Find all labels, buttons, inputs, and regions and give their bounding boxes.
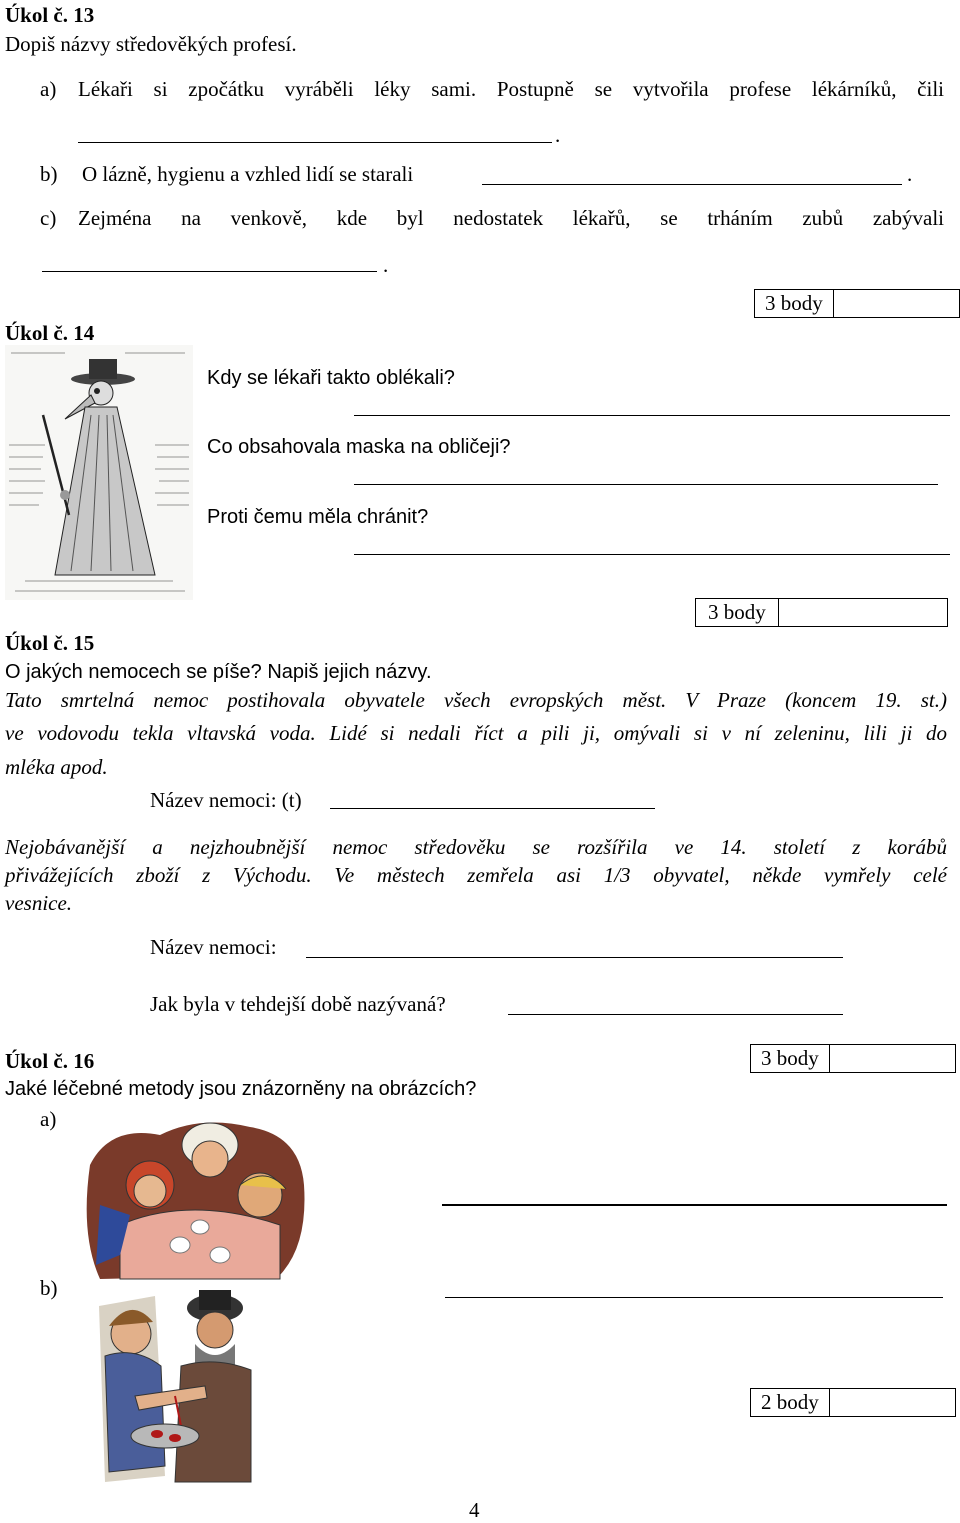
score-field-14[interactable] <box>779 599 947 626</box>
task15-instruction: O jakých nemocech se píše? Napiš jejich názvy. <box>5 661 432 683</box>
task13-a-text: Lékaři si zpočátku vyráběli léky sami. Postupně se vytvořila profese lékárníků, čili <box>78 77 944 101</box>
task13-b-text: O lázně, hygienu a vzhled lidí se starali <box>82 162 414 186</box>
disease2-label: Název nemoci: <box>150 935 277 959</box>
answer-line-13c[interactable] <box>42 271 377 272</box>
task15-para1-line1: Tato smrtelná nemoc postihovala obyvatele všech evropských měst. V Praze (koncem 19. st.) <box>5 688 947 712</box>
task16-label-a: a) <box>40 1107 57 1131</box>
task15-para2-line1: Nejobávanější a nejzhoubnější nemoc středověku se rozšířila ve 14. století z korábů <box>5 835 947 859</box>
answer-line-13b[interactable] <box>482 184 902 185</box>
task13-c-text: Zejména na venkově, kde byl nedostatek lékařů, se trháním zubů zabývali <box>78 206 944 230</box>
score-label-13: 3 body <box>755 290 834 317</box>
task13-instruction: Dopiš názvy středověkých profesí. <box>5 32 297 56</box>
answer-line-14-3[interactable] <box>354 554 950 555</box>
answer-line-13a[interactable] <box>78 142 552 143</box>
task13-b-prefix: b) <box>40 162 58 186</box>
score-field-13[interactable] <box>834 290 959 317</box>
task14-question-1: Kdy se lékaři takto oblékali? <box>207 367 455 389</box>
task15-para2-line3: vesnice. <box>5 891 73 915</box>
score-box-14 <box>695 598 948 627</box>
task13-b-end: . <box>907 162 913 186</box>
disease2-answer-line[interactable] <box>306 957 843 958</box>
score-label-15: 3 body <box>751 1045 830 1072</box>
task13-a-prefix: a) <box>40 77 57 101</box>
task14-question-2: Co obsahovala maska na obličeji? <box>207 436 511 458</box>
answer-line-16a[interactable] <box>442 1204 947 1206</box>
disease1-label: Název nemoci: (t) <box>150 788 302 812</box>
task15-para2-line2: přivážejících zboží z Východu. Ve městech zemřela asi 1/3 obyvatel, někde vymřely celé <box>5 863 947 887</box>
score-label-16: 2 body <box>751 1389 830 1416</box>
task14-question-3: Proti čemu měla chránit? <box>207 506 429 528</box>
task13-title: Úkol č. 13 <box>5 3 95 27</box>
score-field-15[interactable] <box>830 1045 955 1072</box>
score-box-16 <box>750 1388 956 1417</box>
task16-instruction: Jaké léčebné metody jsou znázorněny na obrázcích? <box>5 1078 477 1100</box>
task14-title: Úkol č. 14 <box>5 321 95 345</box>
task13-c-prefix: c) <box>40 206 57 230</box>
task16-title: Úkol č. 16 <box>5 1049 95 1073</box>
score-label-14: 3 body <box>696 599 779 626</box>
task15-para1-line3: mléka apod. <box>5 755 108 779</box>
task15-question: Jak byla v tehdejší době nazývaná? <box>150 992 446 1016</box>
task15-title: Úkol č. 15 <box>5 631 95 655</box>
task16-label-b: b) <box>40 1276 58 1300</box>
disease1-answer-line[interactable] <box>330 808 655 809</box>
plague-doctor-engraving <box>5 345 193 600</box>
cupping-illustration <box>80 1115 308 1283</box>
bloodletting-illustration <box>95 1286 255 1486</box>
score-box-15 <box>750 1044 956 1073</box>
answer-line-14-1[interactable] <box>354 415 950 416</box>
score-field-16[interactable] <box>830 1389 955 1416</box>
task13-c-end: . <box>383 253 389 277</box>
task15-para1-line2: ve vodovodu tekla vltavská voda. Lidé si nedali říct a pili ji, omývali si v ní zeleninu, lili ji do <box>5 721 947 745</box>
answer-line-14-2[interactable] <box>354 484 938 485</box>
answer-line-16b[interactable] <box>445 1297 943 1298</box>
old-name-answer-line[interactable] <box>508 1014 843 1015</box>
page-number: 4 <box>469 1498 480 1522</box>
task13-a-end: . <box>555 123 561 147</box>
score-box-13 <box>754 289 960 318</box>
